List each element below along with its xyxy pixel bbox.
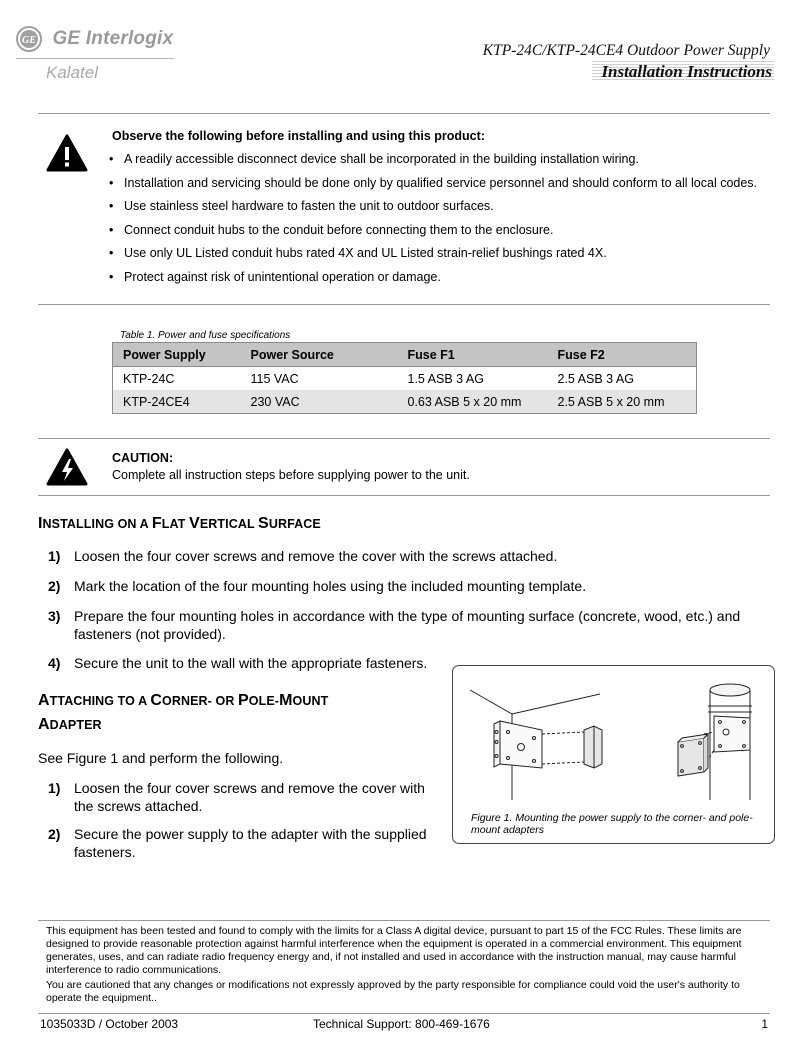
brand-name: GE Interlogix: [52, 28, 174, 49]
warning-triangle-icon: [46, 133, 88, 173]
table-row: [113, 390, 697, 414]
table-cell: 1.5 ASB 3 AG: [407, 371, 484, 386]
caution-top-divider: [38, 438, 770, 439]
section-heading-adapter: ATTACHING TO A CORNER- OR POLE-MOUNT ADAPTER: [38, 692, 329, 733]
column-header: Power Supply: [113, 343, 241, 367]
list-item: 3) Prepare the four mounting holes in accordance with the type of mounting surface (concrete, wood, etc.) and fasteners (not provided).: [48, 608, 741, 642]
caution-text: Complete all instruction steps before supplying power to the unit.: [112, 468, 470, 482]
table-cell: KTP-24CE4: [113, 390, 241, 414]
technical-support: Technical Support: 800-469-1676: [313, 1017, 490, 1031]
warning-divider: [38, 304, 770, 305]
product-title: KTP-24C/KTP-24CE4 Outdoor Power Supply: [482, 42, 770, 59]
figure-caption: Figure 1. Mounting the power supply to the corner- and pole-mount adapters: [471, 812, 753, 836]
ge-monogram-icon: [16, 26, 42, 52]
document-type: Installation Instructions: [601, 62, 772, 81]
table-cell: 2.5 ASB 3 AG: [557, 371, 634, 386]
list-item: 1) Loosen the four cover screws and remove the cover with the screws attached.: [48, 548, 558, 564]
sub-brand: Kalatel: [46, 63, 98, 82]
list-item: • A readily accessible disconnect device shall be incorporated in the building installation wiring.: [107, 149, 757, 173]
section-heading-flat-surface: INSTALLING ON A FLAT VERTICAL SURFACE: [38, 515, 321, 532]
list-item: 4) Secure the unit to the wall with the appropriate fasteners.: [48, 655, 428, 671]
table-cell: 0.63 ASB 5 x 20 mm: [398, 390, 548, 414]
caution-bottom-divider: [38, 495, 770, 496]
svg-text:GE: GE: [22, 35, 36, 46]
column-header: Power Source: [241, 343, 398, 367]
list-item: • Use only UL Listed conduit hubs rated 4X and UL Listed strain-relief bushings rated 4X.: [107, 243, 757, 267]
table-header-row: [113, 343, 697, 367]
table-cell: 115 VAC: [250, 371, 299, 386]
column-header: Fuse F2: [548, 343, 697, 367]
mounting-adapters-illustration: [460, 672, 766, 808]
brand-logo: [16, 26, 173, 52]
page-number: 1: [761, 1017, 768, 1031]
fcc-divider: [38, 920, 770, 921]
table-caption: Table 1. Power and fuse specifications: [120, 330, 291, 341]
table-cell: 230 VAC: [241, 390, 398, 414]
list-item: • Installation and servicing should be done only by qualified service personnel and should conform to all local codes.: [107, 173, 757, 197]
list-item: 1) Loosen the four cover screws and remove the cover with the screws attached.: [48, 780, 425, 814]
table-row: [113, 367, 697, 391]
power-fuse-table: [112, 342, 697, 414]
list-item: 2) Mark the location of the four mounting holes using the included mounting template.: [48, 578, 587, 594]
flat-surface-steps: [38, 547, 758, 674]
warning-heading: Observe the following before installing and using this product:: [112, 129, 485, 143]
footer-divider: [38, 1013, 770, 1014]
electrical-hazard-icon: [46, 447, 88, 487]
warning-list: [107, 149, 757, 290]
column-header: Fuse F1: [398, 343, 548, 367]
table-cell: 2.5 ASB 5 x 20 mm: [548, 390, 697, 414]
header-divider: [38, 113, 770, 114]
list-item: • Connect conduit hubs to the conduit before connecting them to the enclosure.: [107, 220, 757, 244]
logo-divider: [16, 58, 174, 59]
list-item: 2) Secure the power supply to the adapter with the supplied fasteners.: [48, 826, 427, 860]
adapter-steps: [38, 779, 443, 863]
fcc-caution: You are cautioned that any changes or modifications not expressly approved by the party responsible for compliance could void the user's authority to operate the equipment..: [46, 979, 740, 1004]
list-item: • Use stainless steel hardware to fasten the unit to outdoor surfaces.: [107, 196, 757, 220]
document-number: 1035033D / October 2003: [40, 1017, 179, 1031]
list-item: • Protect against risk of unintentional operation or damage.: [107, 267, 757, 291]
table-cell: KTP-24C: [123, 371, 175, 386]
fcc-statement: This equipment has been tested and found to comply with the limits for a Class A digital device, pursuant to part 15 of the FCC Rules. These limits are designed to provide reasonable protection against harmful interference when the equipment is operated in a commercial environment. This equipment generates, uses, and can radiate radio frequency energy and, if not installed and used in accordance with the instruction manual, may cause harmful interference to radio communications.: [46, 925, 742, 976]
adapter-intro: See Figure 1 and perform the following.: [38, 750, 284, 766]
caution-title: CAUTION:: [112, 451, 174, 465]
